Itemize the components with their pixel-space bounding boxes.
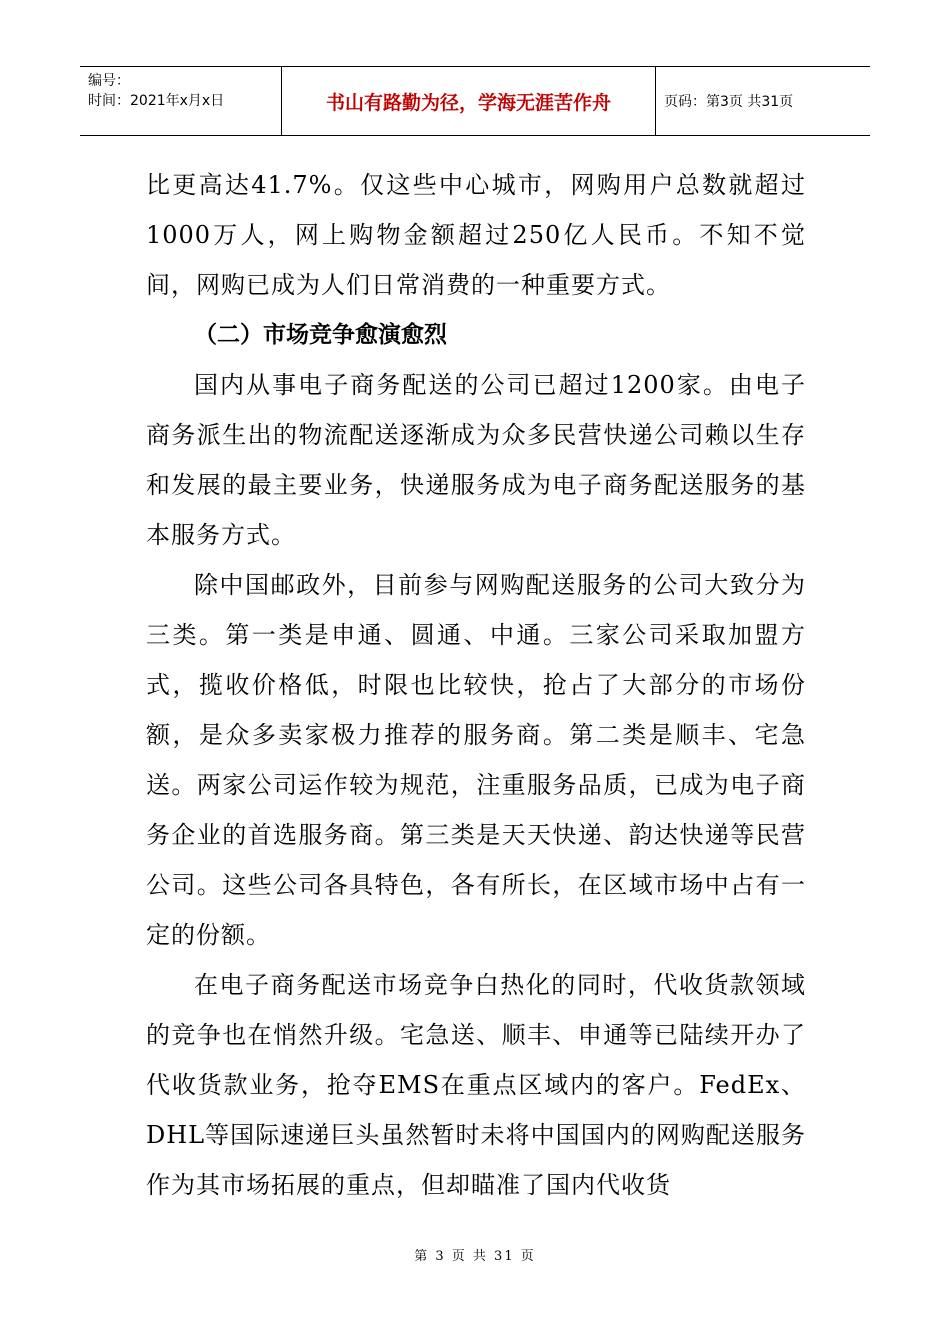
- document-body: [146, 160, 806, 1210]
- date-label: 时间：2021年x月x日: [88, 93, 225, 109]
- page-footer: 第 3 页 共 31 页: [414, 1249, 536, 1264]
- code-label: 编号：: [88, 73, 130, 89]
- paragraph-3: 除中国邮政外，目前参与网购配送服务的公司大致分为三类。第一类是申通、圆通、中通。三家公司采取加盟方式，揽收价格低，时限也比较快，抢占了大部分的市场份额，是众多卖家极力推荐的服务商。第二类是顺丰、宅急送。两家公司运作较为规范，注重服务品质，已成为电子商务企业的首选服务商。第三类是天天快递、韵达快递等民营公司。这些公司各具特色，各有所长，在区域市场中占有一定的份额。: [146, 571, 806, 949]
- header-page-info: 页码：第3页 共31页: [664, 94, 794, 110]
- page-header: [80, 66, 870, 136]
- header-meta: [80, 67, 282, 135]
- paragraph-4: 在电子商务配送市场竞争白热化的同时，代收货款领域的竞争也在悄然升级。宅急送、顺丰、申通等已陆续开办了代收货款业务，抢夺EMS在重点区域内的客户。FedEx、DHL等国际速递巨头虽然暂时未将中国国内的网购配送服务作为其市场拓展的重点，但却瞄准了国内代收货: [146, 971, 806, 1199]
- paragraph-1: 比更高达41.7%。仅这些中心城市，网购用户总数就超过1000万人，网上购物金额超过250亿人民币。不知不觉间，网购已成为人们日常消费的一种重要方式。: [146, 171, 806, 299]
- section-heading: （二）市场竞争愈演愈烈: [194, 322, 447, 348]
- header-motto: 书山有路勤为径，学海无涯苦作舟: [282, 67, 656, 135]
- paragraph-2: 国内从事电子商务配送的公司已超过1200家。由电子商务派生出的物流配送逐渐成为众多民营快递公司赖以生存和发展的最主要业务，快递服务成为电子商务配送服务的基本服务方式。: [146, 371, 806, 549]
